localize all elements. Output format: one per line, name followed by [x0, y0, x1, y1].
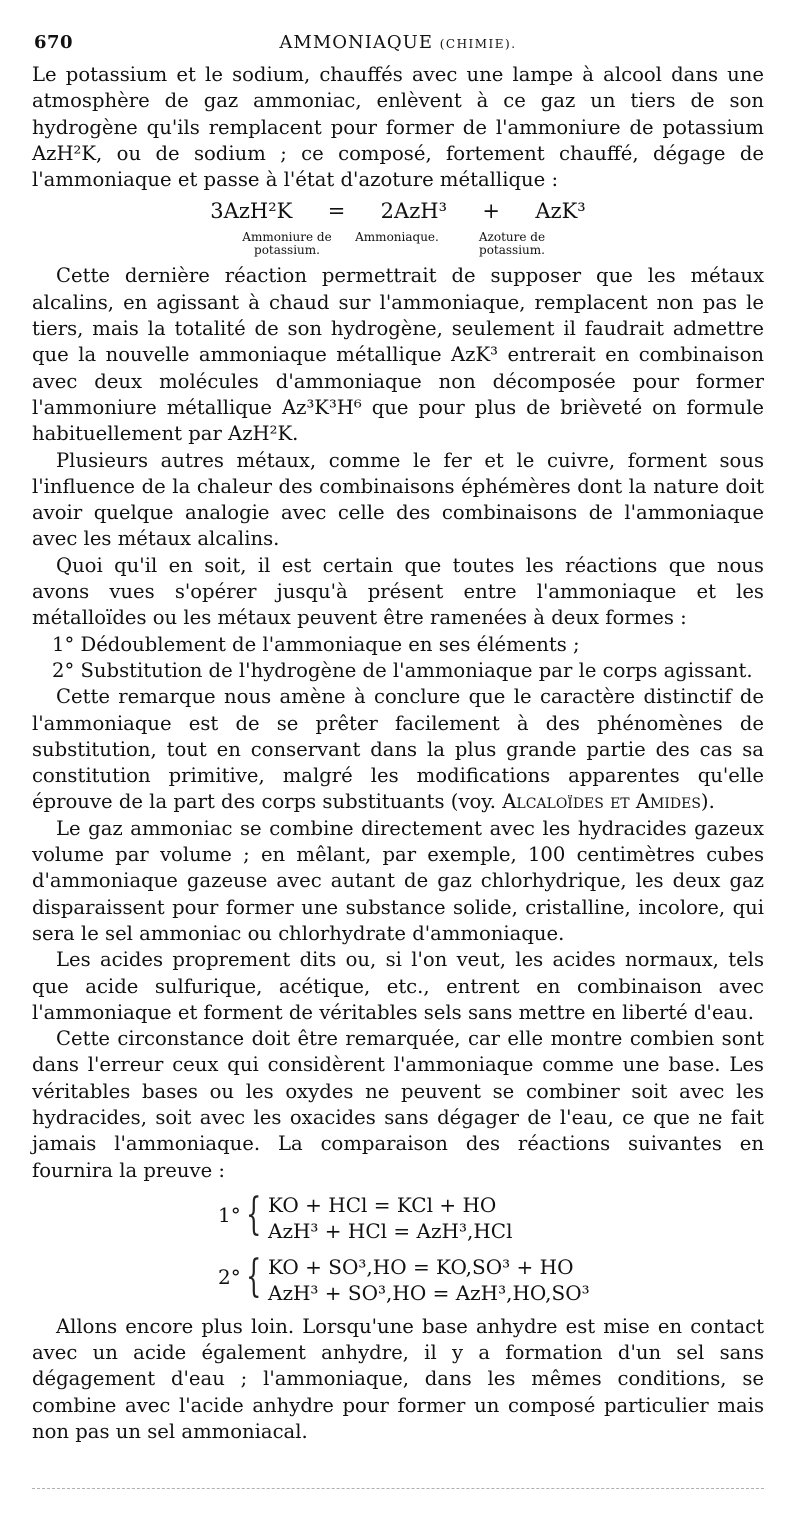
footer-divider — [32, 1488, 764, 1489]
paragraph-deux-formes: Quoi qu'il en soit, il est certain que toutes les réactions que nous avons vues s'opérer jusqu'à présent entre l'ammoniaque et les métalloïdes ou les métaux peuvent être ramenées à deux formes : — [32, 553, 764, 630]
paragraph-caractere-text: Cette remarque nous amène à conclure que le caractère distinctif de l'ammoniaque est de se prêter facilement à des phénomènes de substitution, tout en conservant dans la plus grande partie des cas sa constitution primitive, malgré les modifications apparentes qu'elle éprouve de la part des corps substituants (voy. — [32, 685, 764, 814]
reaction-lines — [268, 1254, 590, 1306]
running-head — [32, 32, 764, 53]
reaction-line: AzH³ + SO³,HO = AzH³,HO,SO³ — [268, 1280, 590, 1305]
paragraph-allons-plus-loin: Allons encore plus loin. Lorsqu'une base anhydre est mise en contact avec un acide également anhydre, il y a formation d'un sel sans dégagement d'eau ; l'ammoniaque, dans les mêmes conditions, se combine avec l'acide anhydre pour former un composé particulier mais non pas un sel ammoniacal. — [32, 1314, 764, 1444]
reaction-line: KO + SO³,HO = KO,SO³ + HO — [268, 1254, 574, 1279]
equation-line — [32, 199, 764, 223]
reaction-line: AzH³ + HCl = AzH³,HCl — [268, 1218, 513, 1243]
equation-lhs: 3AzH²K — [210, 199, 293, 224]
page-header — [32, 28, 764, 62]
paragraph-caractere-distinctif — [32, 684, 764, 815]
reaction-number: 2° — [218, 1264, 241, 1289]
list-item-dedoublement: 1° Dédoublement de l'ammoniaque en ses éléments ; — [52, 632, 580, 656]
caption-ammoniure: Ammoniure de potassium. — [242, 230, 332, 258]
paragraph-derniere-reaction: Cette dernière réaction permettrait de supposer que les métaux alcalins, en agissant à chaud sur l'ammoniaque, remplacent non pas le tiers, mais la totalité de son hydrogène, seulement il faudrait admettre que la nouvelle ammoniaque métallique AzK³ entrerait en combinaison avec deux molécules d'ammoniaque non décomposée pour former l'ammoniure métallique Az³K³H⁶ que pour plus de brièveté on formule habituellement par AzH²K. — [32, 264, 764, 446]
reaction-number: 1° — [218, 1202, 241, 1227]
equation-term-ammoniaque: 2AzH³ — [380, 199, 447, 224]
equation-ammoniure — [32, 199, 764, 261]
page-number: 670 — [34, 32, 74, 53]
running-title: AMMONIAQUE — [279, 32, 433, 53]
running-subtitle: (CHIMIE). — [439, 37, 517, 51]
caption-azoture: Azoture de potassium. — [478, 230, 546, 258]
reaction-group-2 — [32, 1250, 764, 1308]
brace-icon: { — [246, 1188, 262, 1240]
reaction-line: KO + HCl = KCl + HO — [268, 1192, 497, 1217]
paragraph-acides-normaux: Les acides proprement dits ou, si l'on veut, les acides normaux, tels que acide sulfurique, acétique, etc., entrent en combinaison avec l'ammoniaque et forment de véritables sels sans mettre en liberté d'eau. — [32, 948, 764, 1024]
paragraph-hydracides: Le gaz ammoniac se combine directement avec les hydracides gazeux volume par volume ; en mêlant, par exemple, 100 centimètres cubes d'ammoniaque gazeuse avec autant de gaz chlorhydrique, les deux gaz disparaissent pour former une substance solide, cristalline, incolore, qui sera le sel ammoniac ou chlorhydrate d'ammoniaque. — [32, 816, 764, 945]
reaction-group-1 — [32, 1188, 764, 1246]
reaction-lines — [268, 1192, 512, 1244]
paragraph-circonstance: Cette circonstance doit être remarquée, car elle montre combien sont dans l'erreur ceux qui considèrent l'ammoniaque comme une base. Les véritables bases ou les oxydes ne peuvent se combiner soit avec les hydracides, soit avec les oxacides sans dégager de l'eau, ce que ne fait jamais l'ammoniaque. La comparaison des réactions suivantes en fournira la preuve : — [32, 1027, 764, 1182]
list-item-substitution: 2° Substitution de l'hydrogène de l'ammoniaque par le corps agissant. — [52, 658, 753, 682]
brace-icon: { — [246, 1250, 262, 1302]
equation-term-azoture: AzK³ — [535, 199, 586, 224]
equation-plus: + — [482, 199, 500, 224]
cross-reference: Alcaloïdes et Amides). — [502, 790, 715, 814]
caption-ammoniaque: Ammoniaque. — [355, 230, 439, 245]
equation-equals: = — [327, 199, 346, 224]
paragraph-autres-metaux: Plusieurs autres métaux, comme le fer et le cuivre, forment sous l'influence de la chaleur des combinaisons éphémères dont la nature doit avoir quelque analogie avec celle des combinaisons de l'ammoniaque avec les métaux alcalins. — [32, 448, 764, 551]
paragraph-potassium-sodium: Le potassium et le sodium, chauffés avec une lampe à alcool dans une atmosphère de gaz ammoniac, enlèvent à ce gaz un tiers de son hydrogène qu'ils remplacent pour former de l'ammoniure de potassium AzH²K, ou de sodium ; ce composé, fortement chauffé, dégage de l'ammoniaque et passe à l'état d'azoture métallique : — [32, 63, 764, 192]
